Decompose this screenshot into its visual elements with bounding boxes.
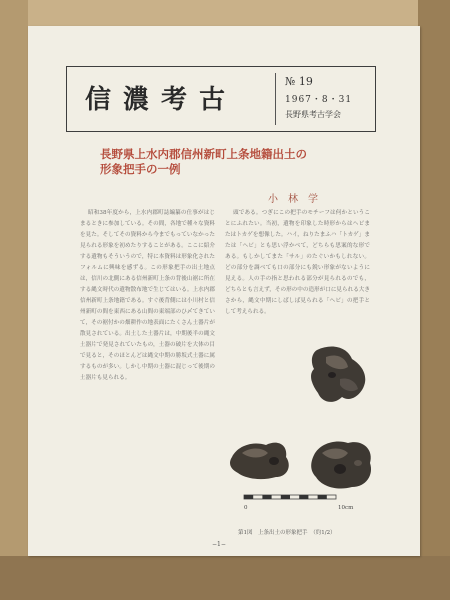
publisher: 長野県考古学会 (285, 110, 341, 119)
body-text-right-column: 頭である。つぎにこの把手のモチーフは何かということにふれたい。当初，遺物を印象した時形からはヘビまたはトカゲを想像した。ハイ，ねりたまふハ「トカゲ」または「ヘビ」とも思い浮かべて，どちらも思案的な形である。もしかしてまた「サル」のたぐいかもしれない。どの部分を調べても口の部分にも鋭い形象がないように見える。人の手の指と思われる部分が見られるのでも，どちらとも言えず，その形の中の造形が口に見られる大きさから，縄文中期にしばしば見られる「ヘビ」の把手として考えられる。 (225, 210, 370, 315)
wood-background-left (0, 0, 28, 600)
wood-background-bottom (0, 556, 450, 600)
issue-date: 1967・8・31 (285, 95, 353, 105)
wood-background-top (0, 0, 450, 28)
article-title-line-2: 形象把手の一例 (100, 162, 181, 176)
artifact-front-view (311, 442, 371, 489)
scale-bar (244, 495, 336, 499)
figure-caption: 第1図 上条出土の形象把手 （約1/2） (238, 530, 336, 536)
scale-label-start: 0 (244, 505, 248, 511)
artifact-photo (222, 335, 382, 513)
article-title-line-1: 長野県上水内郡信州新町上条地籍出土の (100, 147, 307, 161)
body-text-left-column: 昭和38年度から，上水内郡町誌編纂の仕事がはじまるときに参加している。その間，各地で種々な資料を見た。そしてその資料から今までもっていなかった見られる形象を初めたりすることがある。ここに紹介する遺物もそういうので，特に本資料は形象化されたフォルムに興味を感ずる。この形象把手の出土地点は，信川の北側にある信州新町上条の背後山裾に所在する縄文時代の遺物散布地で生じてはいる。上水内郡信州新町上条地籍である。すぐ後背側には小川村と信州新町の間を東西にある山間の東端部のひ〆てきていて，その裾付かの畑耕作の地表面にたくさん土器片が散見されている。出土した土器片は，中期後半の縄文土器片で発見されていたもの，土器の破片を大体の目で見ると，そのほとんどは縄文中期の勝坂式土器に属するものが多い。しかし中期の土器に混じって後期の土器片も見られる。 (80, 210, 215, 381)
scale-label-end: 10cm (338, 505, 354, 511)
page-number: −1− (212, 541, 226, 548)
author-name: 小林学 (268, 194, 328, 205)
header-divider (275, 73, 276, 125)
article-title (100, 147, 307, 177)
wood-background-right (418, 0, 450, 600)
issue-number: № 19 (285, 75, 313, 88)
journal-header-box (66, 66, 376, 132)
journal-title: 信濃考古 (85, 85, 238, 115)
